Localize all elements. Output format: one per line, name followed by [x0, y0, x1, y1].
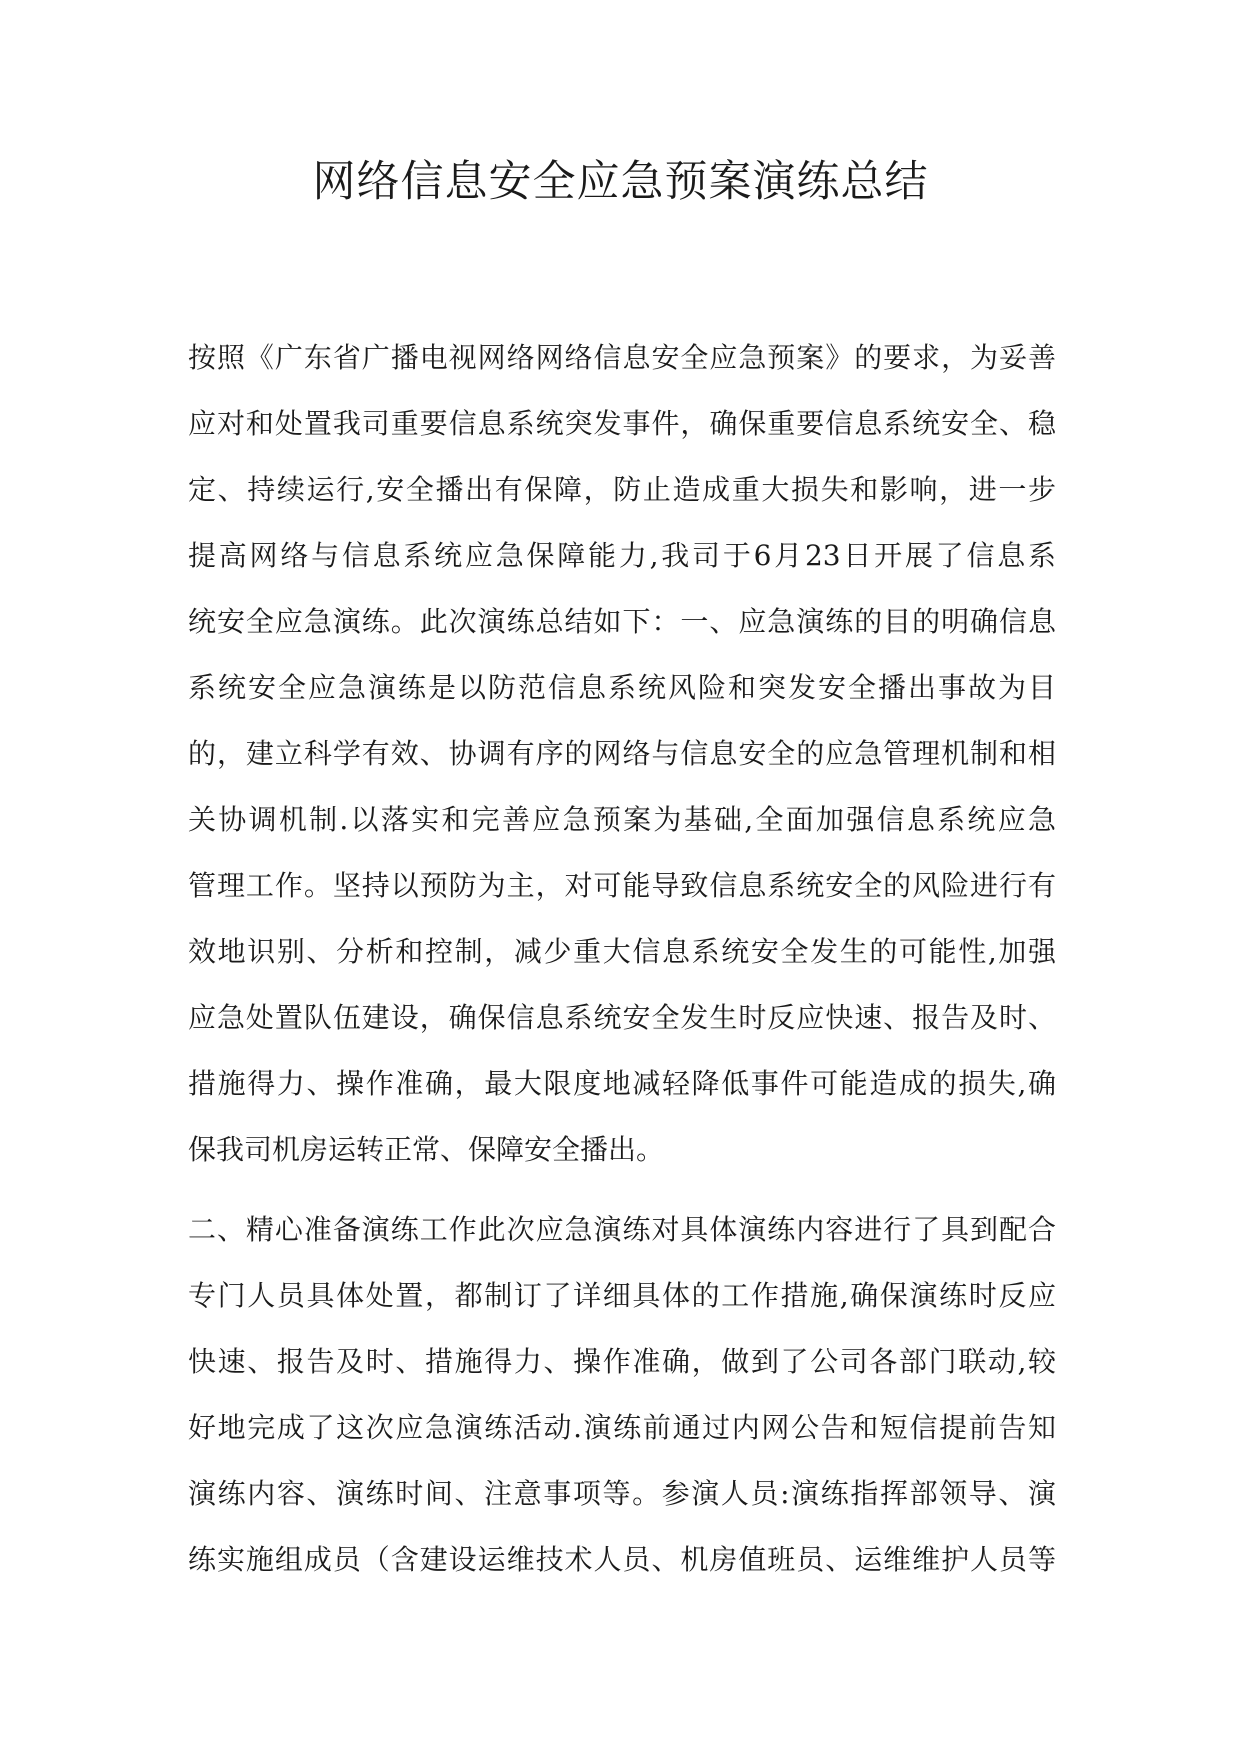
paragraph-1-line: 提高网络与信息系统应急保障能力,我司于6月23日开展了信息系	[188, 539, 1056, 572]
paragraph-2	[188, 1197, 1056, 1593]
paragraph-1-line: 保我司机房运转正常、保障安全播出。	[188, 1133, 665, 1166]
paragraph-1-line: 的，建立科学有效、协调有序的网络与信息安全的应急管理机制和相	[188, 737, 1056, 770]
paragraph-1-line: 关协调机制.以落实和完善应急预案为基础,全面加强信息系统应急	[188, 803, 1056, 836]
paragraph-2-line: 练实施组成员（含建设运维技术人员、机房值班员、运维维护人员等	[188, 1543, 1056, 1576]
paragraph-2-line: 演练内容、演练时间、注意事项等。参演人员:演练指挥部领导、演	[188, 1477, 1056, 1510]
paragraph-1	[188, 325, 1056, 1183]
paragraph-2-line: 二、精心准备演练工作此次应急演练对具体演练内容进行了具到配合	[188, 1213, 1056, 1246]
document-title: 网络信息安全应急预案演练总结	[312, 157, 929, 207]
paragraph-1-line: 效地识别、分析和控制，减少重大信息系统安全发生的可能性,加强	[188, 935, 1056, 968]
paragraph-1-line: 应急处置队伍建设，确保信息系统安全发生时反应快速、报告及时、	[188, 1001, 1056, 1034]
paragraph-1-line: 系统安全应急演练是以防范信息系统风险和突发安全播出事故为目	[188, 671, 1056, 704]
paragraph-2-line: 专门人员具体处置，都制订了详细具体的工作措施,确保演练时反应	[188, 1279, 1056, 1312]
paragraph-1-line: 定、持续运行,安全播出有保障，防止造成重大损失和影响，进一步	[188, 473, 1056, 506]
paragraph-1-line: 管理工作。坚持以预防为主，对可能导致信息系统安全的风险进行有	[188, 869, 1056, 902]
paragraph-1-line: 统安全应急演练。此次演练总结如下：一、应急演练的目的明确信息	[188, 605, 1056, 638]
paragraph-2-line: 好地完成了这次应急演练活动.演练前通过内网公告和短信提前告知	[188, 1411, 1056, 1444]
paragraph-1-line: 按照《广东省广播电视网络网络信息安全应急预案》的要求，为妥善	[188, 341, 1056, 374]
paragraph-2-line: 快速、报告及时、措施得力、操作准确，做到了公司各部门联动,较	[188, 1345, 1056, 1378]
paragraph-1-line: 措施得力、操作准确，最大限度地减轻降低事件可能造成的损失,确	[188, 1067, 1056, 1100]
paragraph-1-line: 应对和处置我司重要信息系统突发事件，确保重要信息系统安全、稳	[188, 407, 1056, 440]
